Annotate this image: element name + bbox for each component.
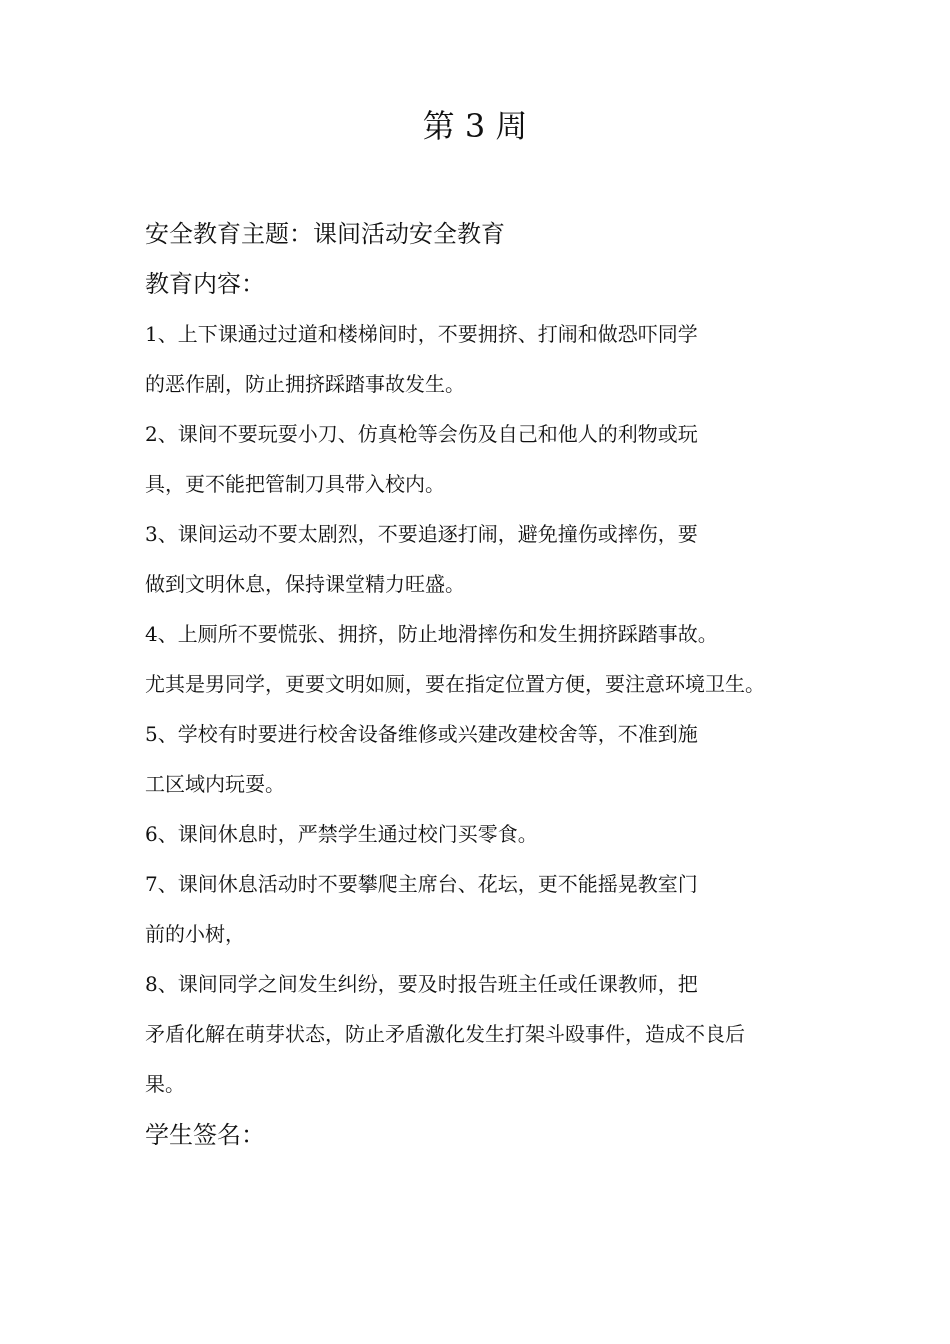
content-line: 7、课间休息活动时不要攀爬主席台、花坛，更不能摇晃教室门: [145, 872, 698, 896]
content-line: 5、学校有时要进行校舍设备维修或兴建改建校舍等，不准到施: [145, 722, 698, 746]
page-title: 第 3 周: [422, 107, 528, 145]
content-line: 1、上下课通过过道和楼梯间时，不要拥挤、打闹和做恐吓同学: [145, 322, 698, 346]
content-line: 6、课间休息时，严禁学生通过校门买零食。: [145, 822, 538, 846]
content-line: 4、上厕所不要慌张、拥挤，防止地滑摔伤和发生拥挤踩踏事故。: [145, 622, 718, 646]
content-line: 工区域内玩耍。: [145, 772, 285, 796]
content-line: 具，更不能把管制刀具带入校内。: [145, 472, 445, 496]
content-label: 教育内容：: [145, 270, 265, 298]
student-signature-label: 学生签名：: [145, 1121, 265, 1149]
content-line: 3、课间运动不要太剧烈，不要追逐打闹，避免撞伤或摔伤，要: [145, 522, 698, 546]
content-line: 的恶作剧，防止拥挤踩踏事故发生。: [145, 372, 465, 396]
content-line: 矛盾化解在萌芽状态，防止矛盾激化发生打架斗殴事件，造成不良后: [145, 1022, 745, 1046]
content-line: 前的小树，: [145, 922, 245, 946]
safety-theme-heading: 安全教育主题：课间活动安全教育: [145, 220, 505, 248]
content-line: 果。: [145, 1072, 185, 1096]
content-line: 8、课间同学之间发生纠纷，要及时报告班主任或任课教师，把: [145, 972, 698, 996]
content-line: 尤其是男同学，更要文明如厕，要在指定位置方便，要注意环境卫生。: [145, 672, 765, 696]
content-line: 2、课间不要玩耍小刀、仿真枪等会伤及自己和他人的利物或玩: [145, 422, 698, 446]
content-line: 做到文明休息，保持课堂精力旺盛。: [145, 572, 465, 596]
